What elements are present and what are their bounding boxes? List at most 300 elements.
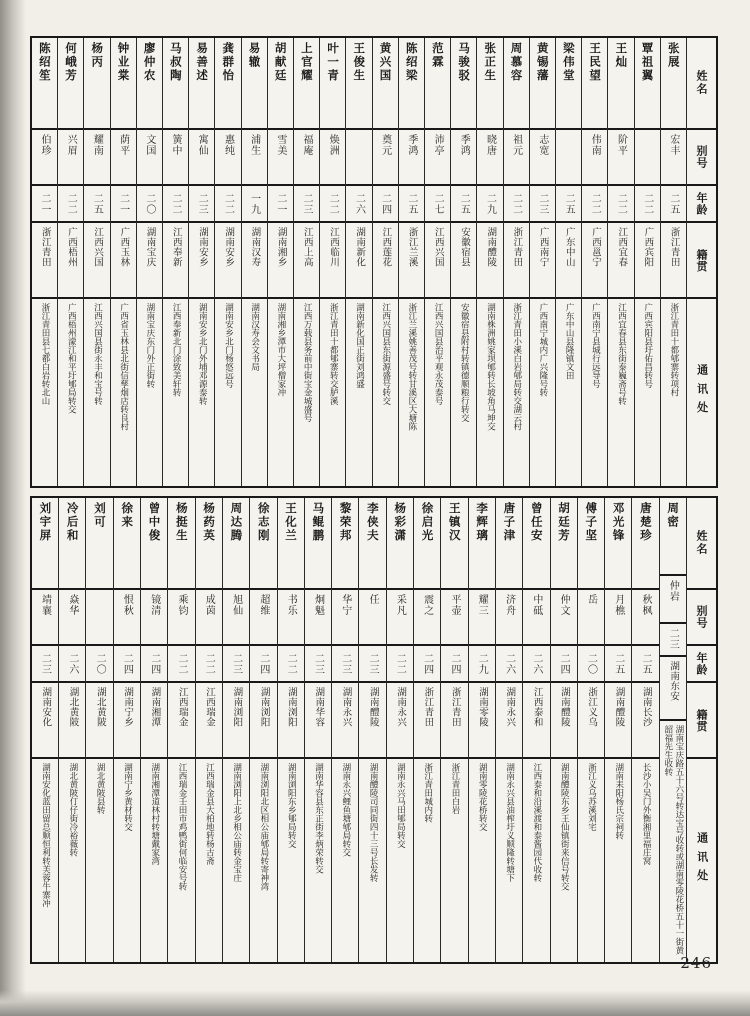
name-cell-text: 邓光锋 — [611, 502, 626, 543]
alias-cell-text: 季鸿 — [458, 134, 470, 156]
name-cell — [137, 38, 162, 130]
name-cell-text: 曾任安 — [529, 502, 544, 543]
person-column — [57, 38, 83, 486]
alias-cell — [32, 590, 58, 646]
alias-cell — [523, 590, 549, 646]
name-cell-text: 何峨芳 — [64, 42, 79, 83]
age-cell-text: 二一 — [39, 192, 51, 215]
origin-cell — [469, 683, 495, 759]
address-cell-text: 江西瑞金壬田市鸡鸭街何临安号转 — [177, 763, 188, 891]
alias-cell — [86, 590, 112, 646]
name-cell — [441, 498, 467, 590]
name-cell — [425, 38, 450, 130]
origin-cell-text: 广西宾阳 — [642, 227, 654, 267]
address-cell-text: 江西兴国县街永丰和宝号转 — [92, 303, 103, 405]
name-cell — [215, 38, 240, 130]
name-cell — [582, 38, 607, 130]
address-cell-text: 广东中山县隆镇文田 — [564, 303, 575, 380]
name-cell — [477, 38, 502, 130]
origin-cell-text: 湖南醴陵 — [613, 687, 625, 727]
header-name-text: 姓名 — [695, 530, 708, 556]
age-cell-text: 二六 — [530, 652, 542, 675]
origin-cell — [556, 223, 581, 299]
address-cell-text: 浙江青田城内转 — [422, 763, 433, 823]
alias-cell — [399, 130, 424, 186]
alias-cell-text: 志宽 — [536, 134, 548, 156]
origin-cell-text: 江西宜春 — [616, 227, 628, 267]
age-cell — [469, 646, 495, 683]
person-column — [604, 498, 631, 962]
address-cell-text: 浙江义乌苏溪刘宅 — [586, 763, 597, 831]
alias-cell — [223, 590, 249, 646]
address-cell — [632, 759, 658, 962]
name-cell — [523, 498, 549, 590]
age-cell — [373, 186, 398, 223]
address-cell — [58, 299, 83, 486]
address-cell — [551, 759, 577, 962]
name-cell-text: 梁伟堂 — [561, 42, 576, 83]
name-cell — [58, 38, 83, 130]
origin-cell — [168, 683, 194, 759]
origin-cell — [196, 683, 222, 759]
alias-cell — [451, 130, 476, 186]
address-cell — [250, 759, 276, 962]
alias-cell-text: 伯珍 — [39, 134, 51, 156]
name-cell — [305, 498, 331, 590]
origin-cell — [523, 683, 549, 759]
age-cell-text: 二二 — [285, 652, 297, 675]
age-cell-text: 二二 — [510, 192, 522, 215]
alias-cell-text: 文国 — [143, 134, 155, 156]
age-cell-text: 二〇 — [143, 192, 155, 215]
name-cell — [268, 38, 293, 130]
age-cell — [477, 186, 502, 223]
alias-cell — [387, 590, 413, 646]
address-cell — [163, 299, 188, 486]
age-cell — [32, 186, 57, 223]
person-column — [529, 38, 555, 486]
age-cell — [196, 646, 222, 683]
person-column — [304, 498, 331, 962]
age-cell-text: 二三 — [312, 652, 324, 675]
alias-cell — [556, 130, 581, 186]
address-cell-text: 浙江青田白岩 — [450, 763, 460, 814]
address-cell — [84, 299, 109, 486]
alias-cell — [250, 590, 276, 646]
person-column — [631, 498, 658, 962]
name-cell-text: 廖仲农 — [142, 42, 157, 83]
person-column — [522, 498, 549, 962]
origin-cell — [632, 683, 658, 759]
name-cell — [32, 38, 57, 130]
origin-cell-text: 浙江青田 — [422, 687, 434, 727]
person-column — [358, 498, 385, 962]
header-age — [687, 186, 716, 223]
person-column — [398, 38, 424, 486]
origin-cell — [294, 223, 319, 299]
address-cell-text: 广西宾阳县圩佑昌转号 — [642, 303, 653, 388]
name-cell-text: 李侠夫 — [365, 502, 380, 543]
alias-cell — [425, 130, 450, 186]
name-cell — [346, 38, 371, 130]
origin-cell-text: 江西瑞金 — [204, 687, 216, 727]
address-cell-text: 湖南宝庆路五十六号转达宝号收转或湖南零陵花桥五十一街黄韶福先生收转 — [662, 725, 684, 955]
person-column — [195, 498, 222, 962]
name-cell-text: 杨挺生 — [174, 502, 189, 543]
origin-cell-text: 湖南醴陵 — [485, 227, 497, 267]
person-column — [222, 498, 249, 962]
origin-cell-text: 江西兴国 — [92, 227, 104, 267]
name-cell — [496, 498, 522, 590]
address-cell-text: 江西奉新北门涂致美轩转 — [171, 303, 182, 397]
address-cell — [373, 299, 398, 486]
address-cell-text: 湖南醴陵司同街四十三号长发转 — [368, 763, 379, 882]
name-cell-text: 覃祖翼 — [640, 42, 655, 83]
alias-cell-text: 仲文 — [558, 594, 570, 616]
origin-cell — [660, 657, 686, 722]
origin-cell — [58, 223, 83, 299]
person-column — [110, 38, 136, 486]
address-cell — [359, 759, 385, 962]
origin-cell-text: 湖南东安 — [668, 660, 680, 701]
origin-cell — [59, 683, 85, 759]
age-cell-text: 二二 — [170, 192, 182, 215]
name-cell — [399, 38, 424, 130]
alias-cell — [305, 590, 331, 646]
person-column — [345, 38, 371, 486]
alias-cell — [294, 130, 319, 186]
person-column — [413, 498, 440, 962]
address-cell — [320, 299, 345, 486]
name-cell-text: 黄兴国 — [378, 42, 393, 83]
origin-cell — [578, 683, 604, 759]
alias-cell-text: 岳 — [585, 594, 597, 605]
name-cell-text: 易辙 — [247, 42, 262, 69]
origin-cell — [504, 223, 529, 299]
origin-cell — [605, 683, 631, 759]
age-cell — [305, 646, 331, 683]
name-cell — [469, 498, 495, 590]
person-column — [32, 498, 58, 962]
origin-cell-text: 江西莲花 — [380, 227, 392, 267]
name-cell — [223, 498, 249, 590]
address-cell-text: 江西万载县务前中街宝金城盛号 — [302, 303, 313, 422]
age-cell-text: 二二 — [65, 192, 77, 215]
age-cell-text: 二四 — [558, 652, 570, 675]
origin-cell-text: 广西玉林 — [118, 227, 130, 267]
address-cell — [59, 759, 85, 962]
person-column — [581, 38, 607, 486]
origin-cell-text: 湖南华容 — [313, 687, 325, 727]
alias-cell-text: 书乐 — [285, 594, 297, 616]
name-cell — [414, 498, 440, 590]
address-cell-text: 湖南浏阳东乡郇局转交 — [286, 763, 297, 848]
address-cell-text: 广西南宁县城行远导号 — [590, 303, 601, 388]
name-cell-text: 傅子坚 — [584, 502, 599, 543]
name-cell — [86, 498, 112, 590]
header-age-text: 年龄 — [695, 651, 708, 676]
origin-cell-text: 湖南永兴 — [340, 687, 352, 727]
origin-cell-text: 湖南安乡 — [223, 227, 235, 267]
alias-cell-text: 平壶 — [448, 594, 460, 616]
address-cell-text: 湖南永兴鲤鱼塘郇局转交 — [340, 763, 351, 857]
age-cell-text: 二四 — [121, 652, 133, 675]
origin-cell — [661, 223, 686, 299]
header-name — [687, 498, 716, 590]
directory-table-top — [30, 36, 718, 488]
alias-cell-text: 季鸿 — [405, 134, 417, 156]
age-cell-text: 二五 — [405, 192, 417, 215]
age-cell-text: 二二 — [222, 192, 234, 215]
origin-cell — [496, 683, 522, 759]
person-column — [85, 498, 112, 962]
alias-cell-text: 荫平 — [117, 134, 129, 156]
person-column — [331, 498, 358, 962]
person-column — [162, 38, 188, 486]
alias-cell — [215, 130, 240, 186]
origin-cell — [608, 223, 633, 299]
address-cell-text: 江西兴国县治平观永茂泰号 — [433, 303, 444, 405]
name-cell-text: 徐启光 — [420, 502, 435, 543]
address-cell — [399, 299, 424, 486]
name-cell — [196, 498, 222, 590]
origin-cell — [114, 683, 140, 759]
person-column — [136, 38, 162, 486]
name-cell — [451, 38, 476, 130]
alias-cell-text: 寓仙 — [196, 134, 208, 156]
origin-cell-text: 湖南宁乡 — [122, 687, 134, 727]
name-cell — [359, 498, 385, 590]
alias-cell-text: 耀南 — [91, 134, 103, 156]
address-cell — [196, 759, 222, 962]
origin-cell — [530, 223, 555, 299]
origin-cell-text: 广西南宁 — [537, 227, 549, 267]
person-column — [550, 498, 577, 962]
address-cell-text: 安徽宿县附村转镇德顺粮行转交 — [459, 303, 470, 422]
origin-cell — [387, 683, 413, 759]
address-cell-text: 广西南宁城内广兴隆号转 — [537, 303, 548, 397]
header-column — [686, 38, 716, 486]
alias-cell-text: 焱华 — [66, 594, 78, 616]
alias-cell — [320, 130, 345, 186]
alias-cell — [242, 130, 267, 186]
alias-cell — [268, 130, 293, 186]
header-column — [686, 498, 716, 962]
age-cell — [163, 186, 188, 223]
name-cell — [141, 498, 167, 590]
address-cell-text: 江西瑞金县大柏地转杨古斋 — [204, 763, 215, 865]
person-column — [424, 38, 450, 486]
age-cell-text: 二二 — [615, 192, 627, 215]
age-cell-text: 二九 — [484, 192, 496, 215]
name-cell — [661, 38, 686, 130]
name-cell-text: 杨药英 — [202, 502, 217, 543]
address-cell — [414, 759, 440, 962]
age-cell-text: 二七 — [432, 192, 444, 215]
age-cell-text: 二三 — [367, 652, 379, 675]
name-cell-text: 刘宇屏 — [38, 502, 53, 543]
alias-cell — [332, 590, 358, 646]
name-cell-text: 叶一青 — [326, 42, 341, 83]
name-cell-text: 胡献廷 — [273, 42, 288, 83]
age-cell — [441, 646, 467, 683]
person-column — [495, 498, 522, 962]
name-cell-text: 杨彩潇 — [393, 502, 408, 543]
alias-cell-text: 靖襄 — [39, 594, 51, 616]
alias-cell — [58, 130, 83, 186]
age-cell — [399, 186, 424, 223]
person-column — [267, 38, 293, 486]
alias-cell-text: 华宁 — [339, 594, 351, 616]
age-cell-text: 二〇 — [585, 652, 597, 675]
name-cell — [387, 498, 413, 590]
name-cell-text: 易善述 — [195, 42, 210, 83]
address-cell — [111, 299, 136, 486]
age-cell-text: 二九 — [476, 652, 488, 675]
header-alias — [687, 590, 716, 646]
directory-table-bottom — [30, 496, 718, 964]
address-cell — [294, 299, 319, 486]
name-cell-text: 王俊生 — [352, 42, 367, 83]
address-cell — [496, 759, 522, 962]
origin-cell — [635, 223, 660, 299]
alias-cell-text: 祖元 — [510, 134, 522, 156]
alias-cell-text: 乘钧 — [176, 594, 187, 616]
name-cell-text: 周达腾 — [229, 502, 244, 543]
address-cell-text: 湖南醴陵东乡王仙镇街来信号转交 — [559, 763, 570, 891]
address-cell-text: 湖南浏阳北区相公庙郇局转寄神湾 — [258, 763, 269, 891]
origin-cell — [242, 223, 267, 299]
origin-cell-text: 湖南醴陵 — [367, 687, 379, 727]
alias-cell-text: 任 — [367, 594, 379, 605]
address-cell — [168, 759, 194, 962]
alias-cell — [551, 590, 577, 646]
person-column — [140, 498, 167, 962]
address-cell — [635, 299, 660, 486]
origin-cell-text: 广西邕宁 — [590, 227, 601, 267]
page-number: 246 — [680, 954, 712, 972]
address-cell — [660, 721, 686, 962]
address-cell-text: 湖北黄陂县转 — [95, 763, 106, 814]
address-cell-text: 广西省玉林县北街信孳烟店转良村 — [118, 303, 129, 431]
alias-cell-text: 超维 — [257, 594, 269, 616]
origin-cell-text: 湖南湘潭 — [149, 687, 161, 727]
name-cell-text: 刘可 — [92, 502, 107, 529]
name-cell-text: 上官耀 — [299, 42, 314, 83]
person-column — [660, 38, 686, 486]
origin-cell-text: 湖南湘乡 — [275, 227, 287, 267]
alias-cell — [530, 130, 555, 186]
person-column — [476, 38, 502, 486]
address-cell — [242, 299, 267, 486]
origin-cell-text: 湖南宝庆 — [144, 227, 156, 267]
alias-cell — [582, 130, 607, 186]
age-cell — [168, 646, 194, 683]
age-cell-text: 二一 — [117, 192, 129, 215]
age-cell-text: 二一 — [274, 192, 286, 215]
origin-cell-text: 湖北黄陂 — [67, 687, 79, 727]
header-address — [687, 299, 716, 486]
address-cell-text: 湖南汉寿会文书局 — [249, 303, 260, 371]
address-cell-text: 湖南零陵花桥转交 — [477, 763, 488, 831]
origin-cell-text: 广西梧州 — [65, 227, 77, 267]
origin-cell-text: 浙江义乌 — [586, 687, 598, 727]
origin-cell-text: 湖南醴陵 — [558, 687, 570, 727]
header-alias-text: 别号 — [695, 145, 708, 169]
address-cell-text: 湖南湘潭道林村转塘戴家湾 — [149, 763, 160, 865]
age-cell — [556, 186, 581, 223]
origin-cell — [278, 683, 304, 759]
address-cell-text: 湖南永兴县油榨圩义顺隆转塘下 — [504, 763, 515, 882]
name-cell — [578, 498, 604, 590]
age-cell-text: 二五 — [458, 192, 470, 215]
address-cell — [556, 299, 581, 486]
name-cell — [189, 38, 214, 130]
header-name-text: 姓名 — [695, 70, 708, 96]
header-name — [687, 38, 716, 130]
alias-cell-text: 采凡 — [394, 594, 406, 616]
age-cell-text: 二五 — [667, 192, 679, 215]
address-cell — [189, 299, 214, 486]
header-alias — [687, 130, 716, 186]
origin-cell-text: 浙江青田 — [449, 687, 461, 727]
origin-cell — [163, 223, 188, 299]
header-address — [687, 759, 716, 962]
name-cell-text: 龚群怡 — [221, 42, 236, 83]
name-cell-text: 王化兰 — [284, 502, 299, 543]
alias-cell — [414, 590, 440, 646]
header-origin — [687, 223, 716, 299]
name-cell-text: 冷后和 — [65, 502, 80, 543]
origin-cell-text: 浙江青田 — [668, 227, 680, 267]
age-cell — [414, 646, 440, 683]
name-cell — [250, 498, 276, 590]
alias-cell — [608, 130, 633, 186]
age-cell — [551, 646, 577, 683]
address-cell — [582, 299, 607, 486]
age-cell — [268, 186, 293, 223]
age-cell — [346, 186, 371, 223]
alias-cell — [196, 590, 222, 646]
person-column — [188, 38, 214, 486]
name-cell-text: 黄锡藩 — [535, 42, 550, 83]
address-cell — [477, 299, 502, 486]
origin-cell-text: 江西上高 — [301, 227, 313, 267]
origin-cell-text: 湖南汉寿 — [249, 227, 261, 267]
name-cell — [114, 498, 140, 590]
address-cell — [305, 759, 331, 962]
age-cell-text: 二二 — [589, 192, 601, 215]
name-cell-text: 徐志刚 — [256, 502, 271, 543]
address-cell-text: 江西兴国县东街源盛号转交 — [380, 303, 391, 405]
name-cell-text: 钟业棠 — [116, 42, 131, 83]
origin-cell — [305, 683, 331, 759]
address-cell — [223, 759, 249, 962]
address-cell — [523, 759, 549, 962]
name-cell-text: 胡廷芳 — [556, 502, 571, 543]
address-cell-text: 湖南湘乡潭市大坪僧家冲 — [275, 303, 286, 397]
name-cell — [504, 38, 529, 130]
age-cell-text: 二四 — [448, 652, 460, 675]
name-cell — [163, 38, 188, 130]
address-cell — [605, 759, 631, 962]
origin-cell-text: 湖北黄陂 — [94, 687, 106, 727]
name-cell-text: 徐来 — [120, 502, 135, 529]
alias-cell — [168, 590, 194, 646]
age-cell-text: 二二 — [394, 652, 406, 675]
origin-cell-text: 湖南零陵 — [476, 687, 488, 727]
address-cell — [332, 759, 358, 962]
